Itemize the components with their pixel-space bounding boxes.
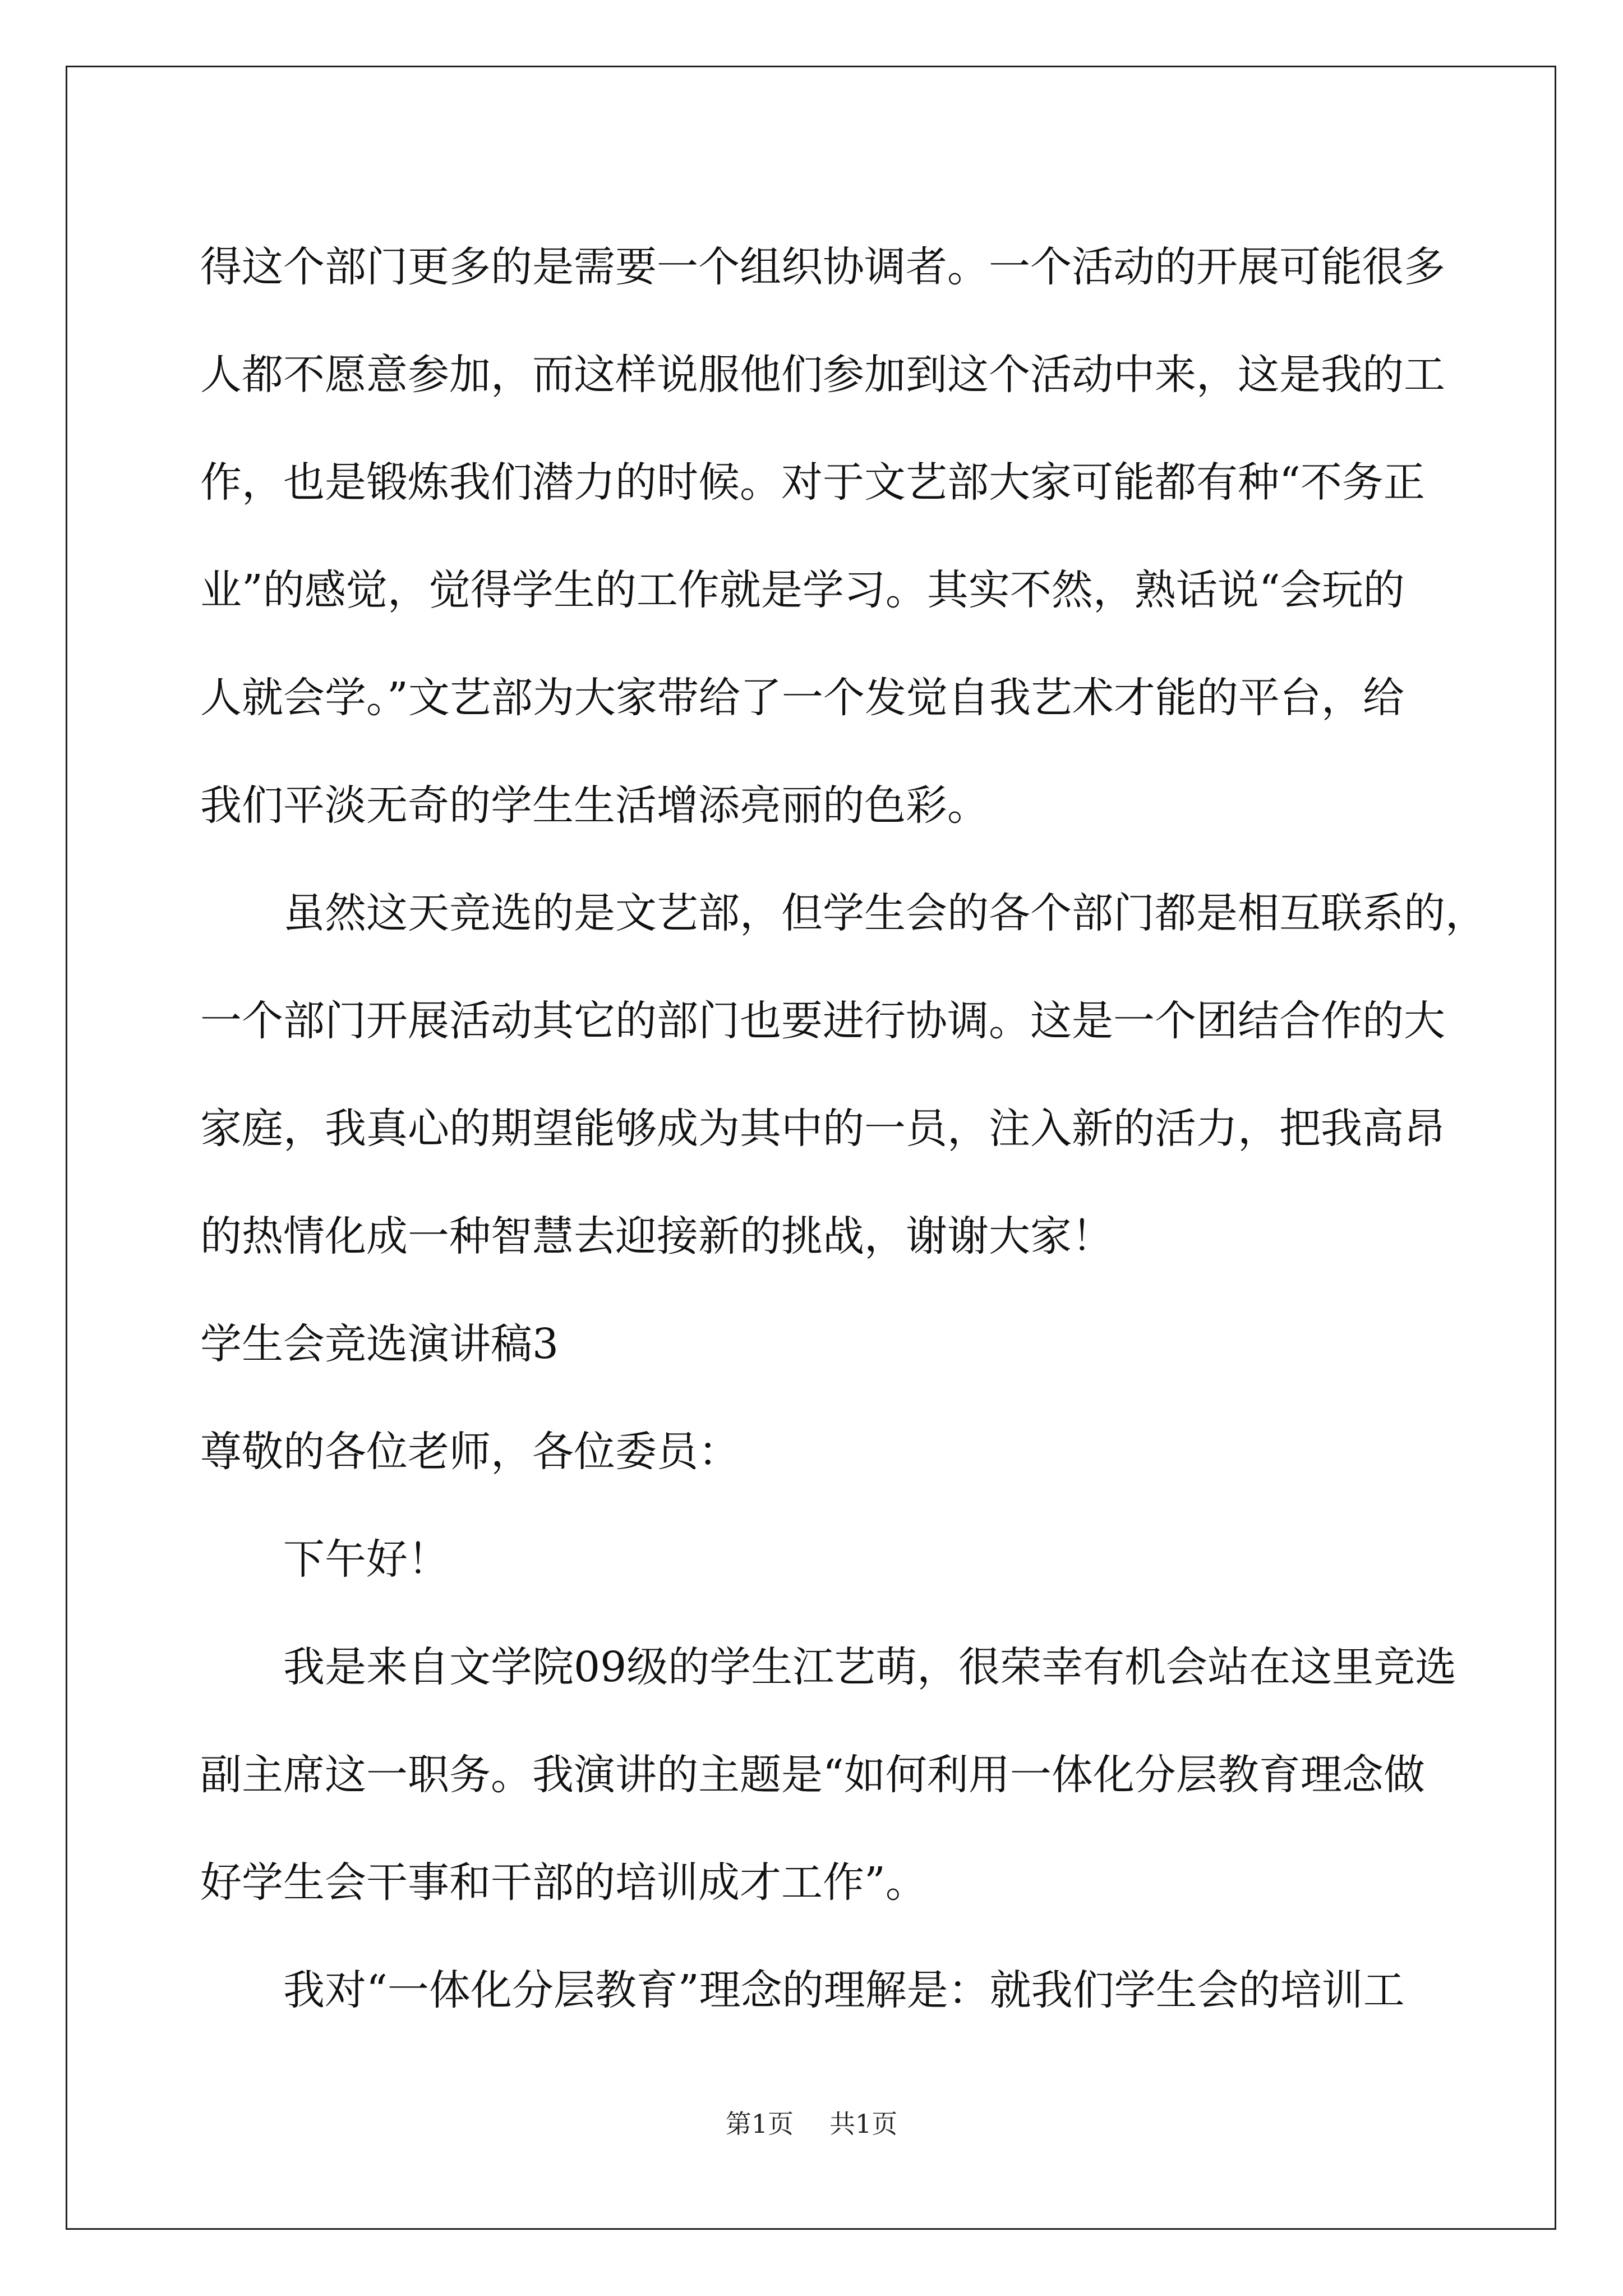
paragraph-line: 人就会学。”文艺部为大家带给了一个发觉自我艺术才能的平台，给 xyxy=(200,674,1404,722)
paragraph-line: 虽然这天竞选的是文艺部，但学生会的各个部门都是相互联系的， xyxy=(283,889,1487,937)
greeting: 下午好！ xyxy=(283,1535,449,1584)
section-heading: 学生会竞选演讲稿3 xyxy=(200,1320,559,1368)
paragraph-line: 人都不愿意参加，而这样说服他们参加到这个活动中来，这是我的工 xyxy=(200,351,1445,399)
page-total: 共1页 xyxy=(829,2109,898,2139)
paragraph-line: 好学生会干事和干部的培训成才工作”。 xyxy=(200,1858,927,1907)
paragraph-line: 副主席这一职务。我演讲的主题是“如何利用一体化分层教育理念做 xyxy=(200,1751,1425,1799)
document-body xyxy=(200,213,1487,2044)
paragraph-line: 作，也是锻炼我们潜力的时候。对于文艺部大家可能都有种“不务正 xyxy=(200,458,1425,507)
paragraph-line: 业”的感觉，觉得学生的工作就是学习。其实不然，熟话说“会玩的 xyxy=(200,566,1405,614)
page-footer xyxy=(0,2107,1623,2141)
salutation: 尊敬的各位老师，各位委员： xyxy=(200,1428,740,1476)
paragraph-line: 一个部门开展活动其它的部门也要进行协调。这是一个团结合作的大 xyxy=(200,997,1445,1045)
paragraph-line: 得这个部门更多的是需要一个组织协调者。一个活动的开展可能很多 xyxy=(200,243,1445,291)
paragraph-line: 家庭，我真心的期望能够成为其中的一员，注入新的活力，把我高昂 xyxy=(200,1105,1445,1153)
paragraph-line: 我是来自文学院09级的学生江艺萌，很荣幸有机会站在这里竞选 xyxy=(283,1643,1457,1691)
paragraph-line: 我们平淡无奇的学生生活增添亮丽的色彩。 xyxy=(200,781,989,830)
page-number: 第1页 xyxy=(725,2109,794,2139)
paragraph-line: 的热情化成一种智慧去迎接新的挑战，谢谢大家！ xyxy=(200,1212,1113,1260)
paragraph-line: 我对“一体化分层教育”理念的理解是：就我们学生会的培训工 xyxy=(283,1966,1405,2014)
